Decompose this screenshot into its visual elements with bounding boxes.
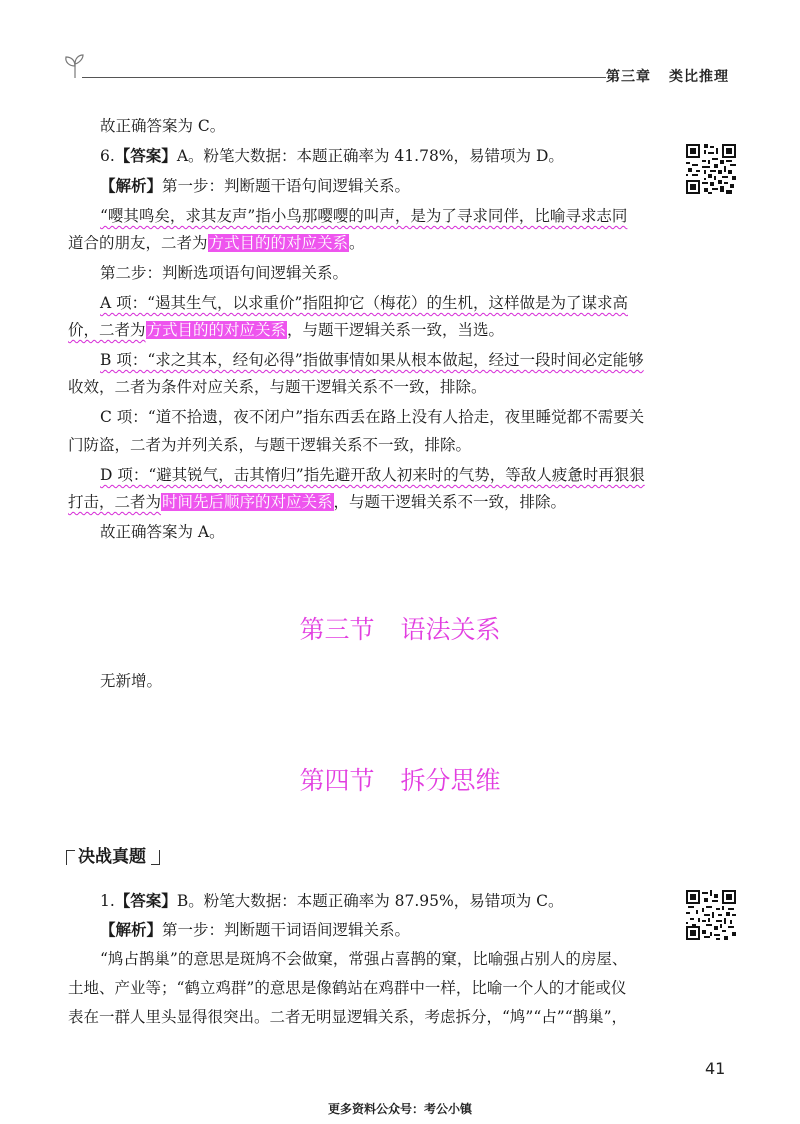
highlight: 方式目的的对应关系 <box>208 234 349 252</box>
qr-code-icon <box>686 144 736 194</box>
section-number: 第四节 <box>299 766 375 795</box>
option-a-line-2 <box>68 317 504 343</box>
analysis-line <box>100 917 410 943</box>
box-title <box>66 842 160 867</box>
section-name: 语法关系 <box>400 615 501 644</box>
section-name: 拆分思维 <box>400 766 501 795</box>
analysis-tag: 【解析】 <box>100 176 163 195</box>
option-text: D 项：“避其锐气，击其惰归”指先避开敌人初来时的气势，等敌人疲惫时再狠狠 <box>100 466 645 484</box>
bracket-right-icon <box>151 850 160 865</box>
analysis-step: 第一步：判断题干词语间逻辑关系。 <box>162 921 411 939</box>
header-rule <box>82 77 590 78</box>
answer-tag: 【答案】 <box>114 146 177 165</box>
footer-text: 更多资料公众号：考公小镇 <box>327 1102 472 1116</box>
analysis-line <box>100 173 410 199</box>
answer-text: B。粉笔大数据：本题正确率为 87.95%，易错项为 C。 <box>176 892 564 910</box>
option-d-line-1 <box>100 462 645 488</box>
stem-line-2 <box>68 230 365 256</box>
option-c-line-2 <box>68 432 471 458</box>
page-number: 41 <box>705 1059 726 1078</box>
option-text: B 项：“求之其本，经旬必得”指做事情如果从根本做起，经过一段时间必定能够 <box>100 351 644 369</box>
section-heading <box>0 761 800 797</box>
option-text: 门防盗，二者为并列关系，与题干逻辑关系不一致，排除。 <box>68 436 472 454</box>
step2-line: 第二步：判断选项语句间逻辑关系。 <box>100 264 349 282</box>
option-text: ，与题干逻辑关系不一致，排除。 <box>333 493 567 511</box>
answer-tag: 【答案】 <box>114 891 177 910</box>
section-number: 第三节 <box>299 615 375 644</box>
option-b-line-1 <box>100 347 644 373</box>
chapter-title: 类比推理 <box>669 69 729 85</box>
paragraph-line: 土地、产业等；“鹤立鸡群”的意思是像鹤站在鸡群中一样，比喻一个人的才能或仪 <box>68 979 627 997</box>
analysis-tag: 【解析】 <box>100 920 163 939</box>
q6-answer-line <box>100 143 564 169</box>
stem-line-1 <box>100 203 627 229</box>
option-a-line-1 <box>100 290 628 316</box>
option-b-line-2 <box>68 374 487 400</box>
option-text: 收效，二者为条件对应关系，与题干逻辑关系不一致，排除。 <box>68 378 487 396</box>
highlight: 时间先后顺序的对应关系 <box>162 493 333 511</box>
option-d-line-2 <box>68 489 566 515</box>
header-rule-end <box>590 77 606 78</box>
option-c-line-1 <box>100 404 644 430</box>
section-note: 无新增。 <box>100 672 163 690</box>
sprout-icon <box>60 50 90 80</box>
paragraph-line: 表在一群人里头显得很突出。二者无明显逻辑关系，考虑拆分，“鸠”“占”“鹊巢”， <box>68 1008 628 1026</box>
bracket-left-icon <box>66 850 75 865</box>
stem-text: 道合的朋友，二者为 <box>68 234 208 252</box>
option-text: C 项：“道不拾遗，夜不闭户”指东西丢在路上没有人拾走，夜里睡觉都不需要关 <box>100 408 645 426</box>
box-title-text: 决战真题 <box>78 847 146 867</box>
highlight: 方式目的的对应关系 <box>146 321 287 339</box>
previous-conclusion: 故正确答案为 C。 <box>100 117 226 135</box>
analysis-step: 第一步：判断题干语句间逻辑关系。 <box>162 177 411 195</box>
stem-text: “嘤其鸣矣，求其友声”指小鸟那嘤嘤的叫声，是为了寻求同伴，比喻寻求志同 <box>100 207 628 225</box>
question-number: 1. <box>100 892 115 910</box>
stem-text: 。 <box>349 234 365 252</box>
paragraph-line: “鸠占鹊巢”的意思是斑鸠不会做窠，常强占喜鹊的窠，比喻强占别人的房屋、 <box>100 950 628 968</box>
answer-text: A。粉笔大数据：本题正确率为 41.78%，易错项为 D。 <box>176 147 564 165</box>
option-text: ，与题干逻辑关系一致，当选。 <box>287 321 505 339</box>
question-number: 6. <box>100 147 115 165</box>
option-text: 价，二者为 <box>68 321 146 339</box>
conclusion: 故正确答案为 A。 <box>100 523 225 541</box>
qr-code-icon <box>686 890 736 940</box>
option-text: A 项：“遏其生气，以求重价”指阻抑它（梅花）的生机，这样做是为了谋求高 <box>100 294 628 312</box>
option-text: 打击，二者为 <box>68 493 162 511</box>
chapter-label: 第三章 <box>606 69 651 85</box>
q1-answer-line <box>100 888 564 914</box>
section-heading <box>0 610 800 646</box>
header-title <box>606 66 729 86</box>
